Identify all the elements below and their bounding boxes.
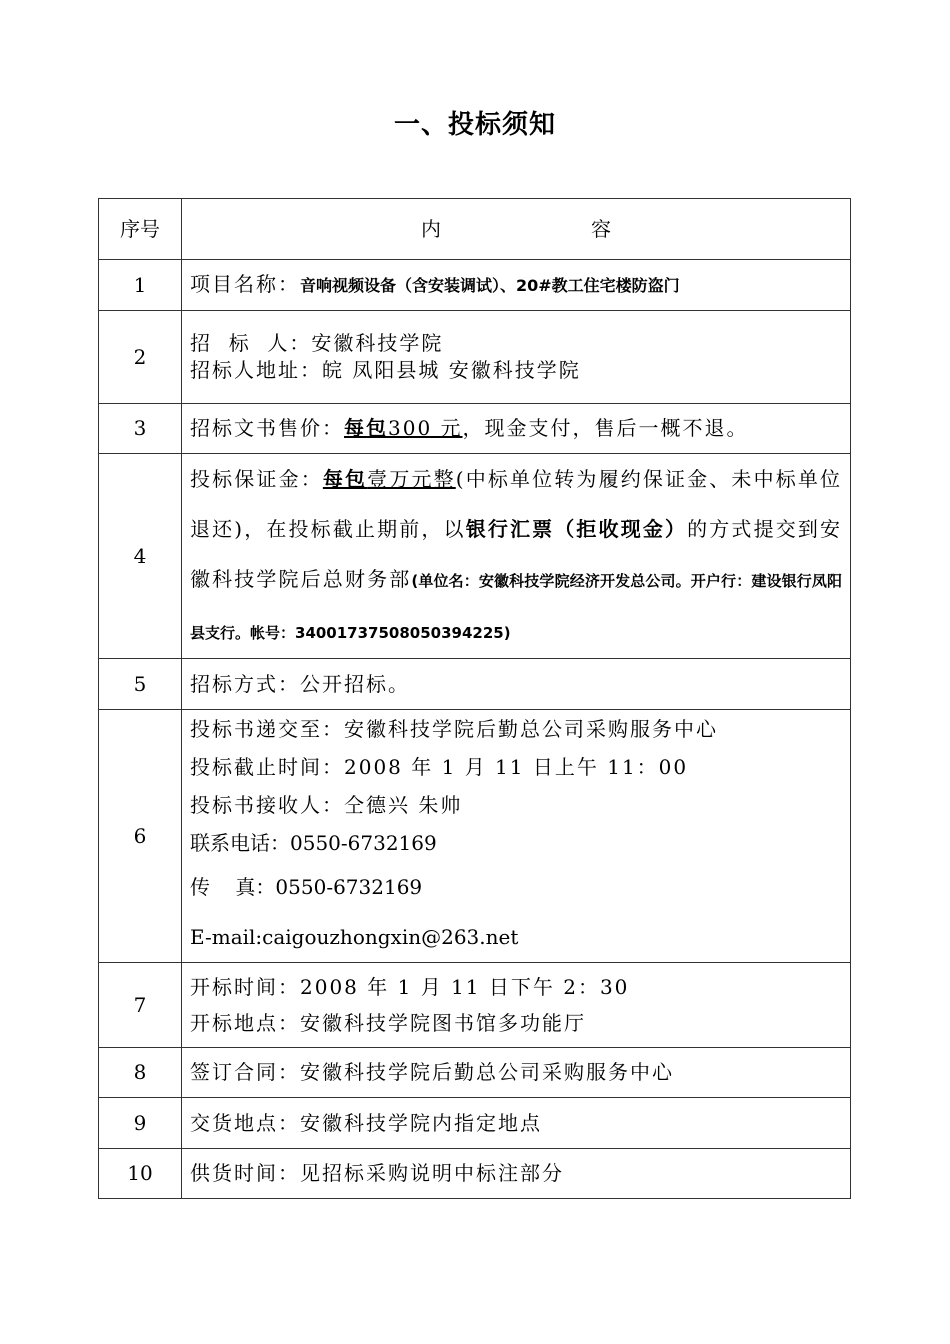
table-row — [99, 963, 851, 1048]
phone-line: 联系电话：0550-6732169 — [190, 831, 437, 855]
deposit-label: 投标保证金： — [190, 467, 323, 491]
row-num: 9 — [99, 1098, 182, 1149]
submit-to-line: 投标书递交至：安徽科技学院后勤总公司采购服务中心 — [190, 717, 718, 741]
header-num: 序号 — [99, 199, 182, 260]
table-row — [99, 1048, 851, 1098]
table-row — [99, 454, 851, 659]
table-row — [99, 710, 851, 963]
row-content — [182, 404, 851, 454]
row-num: 10 — [99, 1149, 182, 1199]
price-bold: 每包 — [344, 416, 388, 440]
row-num: 1 — [99, 260, 182, 311]
opening-time-line: 开标时间：2008 年 1 月 11 日下午 2：30 — [190, 975, 630, 999]
deposit-after: 的方式提交到安徽科技学院后总财务部 — [190, 517, 843, 591]
table-header-row — [99, 199, 851, 260]
email-line: E-mail:caigouzhongxin@263.net — [190, 925, 519, 949]
price-label: 招标文书售价： — [190, 416, 344, 440]
deposit-amount: 壹万元整 — [367, 467, 456, 491]
table-row — [99, 311, 851, 404]
row-num: 2 — [99, 311, 182, 404]
row-num: 4 — [99, 454, 182, 659]
fax-line: 传 真：0550-6732169 — [190, 875, 423, 899]
row-num: 8 — [99, 1048, 182, 1098]
table-row — [99, 1149, 851, 1199]
table-row — [99, 260, 851, 311]
table-row — [99, 659, 851, 710]
row-content — [182, 260, 851, 311]
row-content — [182, 311, 851, 404]
row-content — [182, 963, 851, 1048]
project-name-value: 音响视频设备（含安装调试）、20#教工住宅楼防盗门 — [300, 276, 680, 295]
row-content: 交货地点：安徽科技学院内指定地点 — [182, 1098, 851, 1149]
price-value: 300 元 — [388, 416, 463, 440]
row-content: 签订合同：安徽科技学院后勤总公司采购服务中心 — [182, 1048, 851, 1098]
row-content: 供货时间：见招标采购说明中标注部分 — [182, 1149, 851, 1199]
row-num: 7 — [99, 963, 182, 1048]
deposit-account: (单位名：安徽科技学院经济开发总公司。开户行：建设银行凤阳县支行。帐号：34001737508050394225) — [190, 572, 843, 642]
deposit-desc: (中标单位转为履约保证金、未中标单位退还)，在投标截止期前，以 — [190, 467, 843, 541]
header-content-b: 容 — [591, 216, 611, 241]
row-content — [182, 454, 851, 659]
opening-place-line: 开标地点：安徽科技学院图书馆多功能厅 — [190, 1011, 586, 1035]
deposit-bank: 银行汇票（拒收现金） — [465, 517, 688, 541]
bidding-notice-table — [98, 198, 851, 1199]
row-content — [182, 710, 851, 963]
table-row — [99, 404, 851, 454]
deposit-bold: 每包 — [322, 467, 368, 491]
row-num: 5 — [99, 659, 182, 710]
row-num: 6 — [99, 710, 182, 963]
page-title: 一、投标须知 — [393, 110, 556, 140]
tenderer-address-line: 招标人地址：皖 凤阳县城 安徽科技学院 — [190, 358, 581, 382]
header-content-a: 内 — [421, 216, 441, 241]
price-note: ，现金支付，售后一概不退。 — [462, 416, 749, 440]
deadline-line: 投标截止时间：2008 年 1 月 11 日上午 11：00 — [190, 755, 689, 779]
receiver-line: 投标书接收人：仝德兴 朱帅 — [190, 793, 463, 817]
project-name-label: 项目名称： — [190, 272, 300, 296]
tenderer-line: 招 标 人：安徽科技学院 — [190, 331, 444, 355]
table-row — [99, 1098, 851, 1149]
row-content: 招标方式：公开招标。 — [182, 659, 851, 710]
header-content — [182, 199, 851, 260]
row-num: 3 — [99, 404, 182, 454]
